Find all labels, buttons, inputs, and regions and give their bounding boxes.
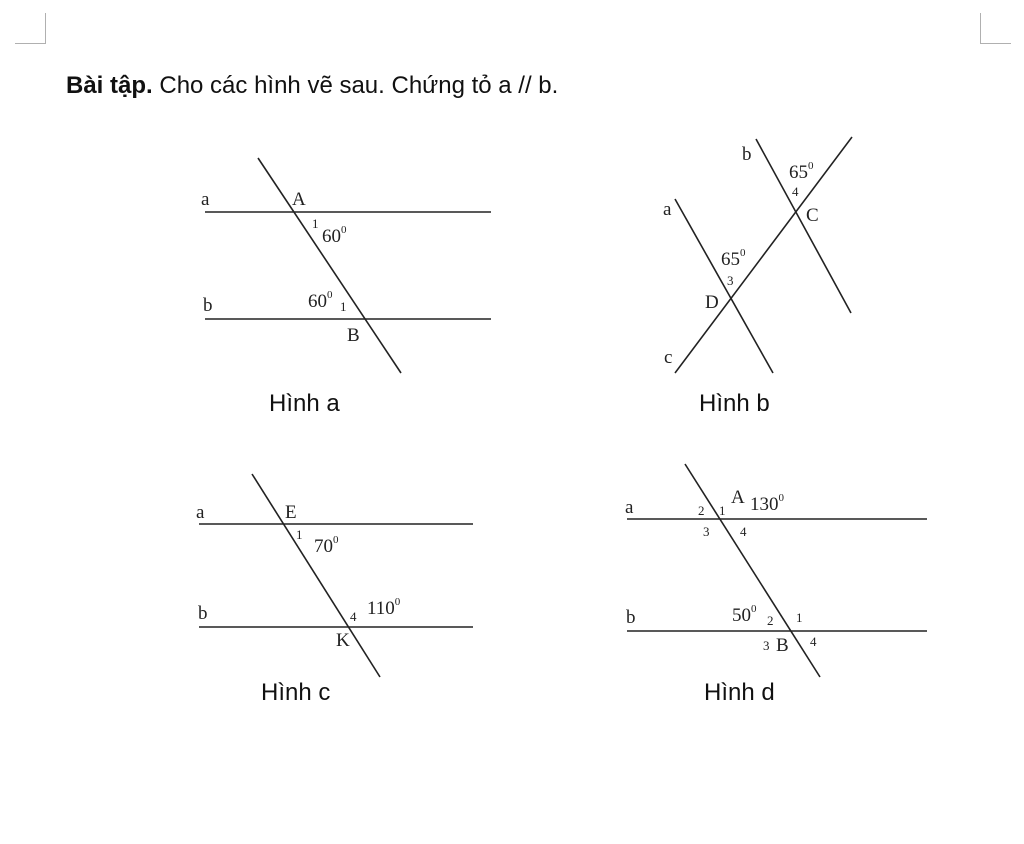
fig-c-label-line-a: a — [196, 502, 205, 523]
fig-c-label-point-K: K — [336, 630, 350, 651]
caption-figure-b: Hình b — [699, 390, 770, 417]
fig-a-angle-B-value: $60^0$ — [308, 289, 333, 312]
fig-b-label-line-b: b — [742, 144, 752, 165]
fig-b-label-line-c: c — [664, 347, 673, 368]
fig-b-angle-D-number: 3 — [727, 273, 734, 288]
exercise-heading: Bài tập. — [66, 72, 153, 99]
fig-d-angle-A1: 1 — [719, 503, 726, 518]
fig-a-angle-A-number: 1 — [312, 216, 319, 231]
fig-d-angle-B2: 2 — [767, 613, 774, 628]
fig-b-angle-D-value: $65^0$ — [721, 247, 746, 270]
fig-a-label-line-b: b — [203, 295, 213, 316]
fig-d-angle-B1: 1 — [796, 610, 803, 625]
fig-d-angle-B4: 4 — [810, 634, 817, 649]
fig-c-transversal — [252, 474, 380, 677]
fig-b-line-a — [675, 199, 773, 373]
fig-b-label-point-D: D — [705, 292, 719, 313]
fig-a-label-point-B: B — [347, 325, 360, 346]
fig-d-angle-A2: 2 — [698, 503, 705, 518]
fig-b-angle-C-value: $65^0$ — [789, 160, 814, 183]
caption-figure-c: Hình c — [261, 679, 331, 706]
fig-a-label-point-A: A — [292, 189, 306, 210]
fig-c-angle-E-number: 1 — [296, 527, 303, 542]
fig-a-angle-B-number: 1 — [340, 299, 347, 314]
fig-d-angle-A-value: $130^0$ — [750, 492, 784, 515]
fig-a-transversal — [258, 158, 401, 373]
figure-d — [625, 464, 927, 677]
exercise-text: Cho các hình vẽ sau. Chứng tỏ a // b. — [152, 72, 559, 99]
fig-c-angle-E-value: $70^0$ — [314, 534, 339, 557]
caption-figure-d: Hình d — [704, 679, 775, 706]
fig-d-label-point-A: A — [731, 487, 745, 508]
fig-a-label-line-a: a — [201, 189, 210, 210]
figure-b — [663, 137, 852, 373]
fig-d-label-line-a: a — [625, 497, 634, 518]
figure-c — [196, 474, 473, 677]
fig-b-angle-C-number: 4 — [792, 184, 799, 199]
fig-b-line-c — [675, 137, 852, 373]
fig-c-angle-K-value: $110^0$ — [367, 596, 401, 619]
fig-d-angle-B3: 3 — [763, 638, 770, 653]
figure-a — [201, 158, 491, 373]
fig-d-angle-A4: 4 — [740, 524, 747, 539]
fig-a-angle-A-value: $60^0$ — [322, 224, 347, 247]
fig-d-angle-A3: 3 — [703, 524, 710, 539]
fig-b-label-line-a: a — [663, 199, 672, 220]
fig-b-label-point-C: C — [806, 205, 819, 226]
caption-figure-a: Hình a — [269, 390, 340, 417]
fig-d-label-point-B: B — [776, 635, 789, 656]
fig-d-angle-B-value: $50^0$ — [732, 603, 757, 626]
fig-c-label-line-b: b — [198, 603, 208, 624]
fig-c-angle-K-number: 4 — [350, 609, 357, 624]
fig-d-label-line-b: b — [626, 607, 636, 628]
fig-c-label-point-E: E — [285, 502, 297, 523]
